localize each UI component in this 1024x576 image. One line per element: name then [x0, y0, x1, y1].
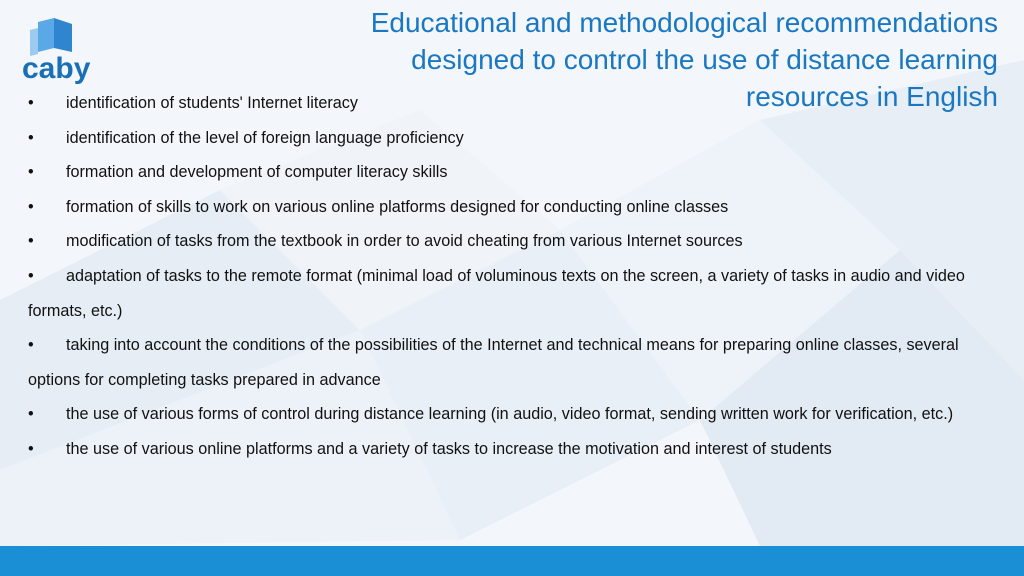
list-item — [28, 121, 998, 156]
list-item-text: identification of the level of foreign language proficiency — [66, 128, 464, 147]
list-item — [28, 397, 998, 432]
footer-bar — [0, 546, 1024, 576]
list-item-text: adaptation of tasks to the remote format (minimal load of voluminous texts on the screen, a variety of tasks in audio and video formats, etc.) — [28, 266, 965, 320]
list-item-text: the use of various forms of control during distance learning (in audio, video format, sending written work for verification, etc.) — [66, 405, 954, 424]
page-title: Educational and methodological recommendations designed to control the use of distance learning resources in English — [370, 7, 998, 112]
bullet-icon: • — [28, 266, 34, 285]
list-item-text: taking into account the conditions of the possibilities of the Internet and technical means for preparing online classes, several options for completing tasks prepared in advance — [28, 336, 959, 389]
bullet-icon: • — [28, 232, 34, 251]
list-item — [28, 86, 998, 121]
list-item-text: modification of tasks from the textbook in order to avoid cheating from various Internet sources — [66, 232, 743, 251]
list-item-text: the use of various online platforms and a variety of tasks to increase the motivation and interest of students — [66, 439, 832, 458]
list-item-text: formation and development of computer literacy skills — [66, 163, 448, 182]
list-item — [28, 328, 998, 397]
logo-emblem — [20, 18, 104, 88]
list-item — [28, 155, 998, 190]
list-item-text: identification of students' Internet literacy — [66, 94, 358, 112]
bullet-icon: • — [28, 128, 34, 147]
logo-text: caby — [22, 52, 91, 85]
list-item — [28, 259, 998, 328]
bullet-icon: • — [28, 439, 34, 458]
list-item — [28, 432, 998, 467]
list-item — [28, 190, 998, 225]
bullet-icon: • — [28, 405, 34, 424]
list-item — [28, 224, 998, 259]
list-item-text: formation of skills to work on various online platforms designed for conducting online classes — [66, 197, 729, 216]
bullet-icon: • — [28, 163, 34, 182]
recommendations-list — [28, 86, 998, 467]
logo — [20, 18, 104, 88]
bullet-icon: • — [28, 197, 34, 216]
bullet-icon: • — [28, 94, 34, 112]
bullet-icon: • — [28, 336, 34, 355]
